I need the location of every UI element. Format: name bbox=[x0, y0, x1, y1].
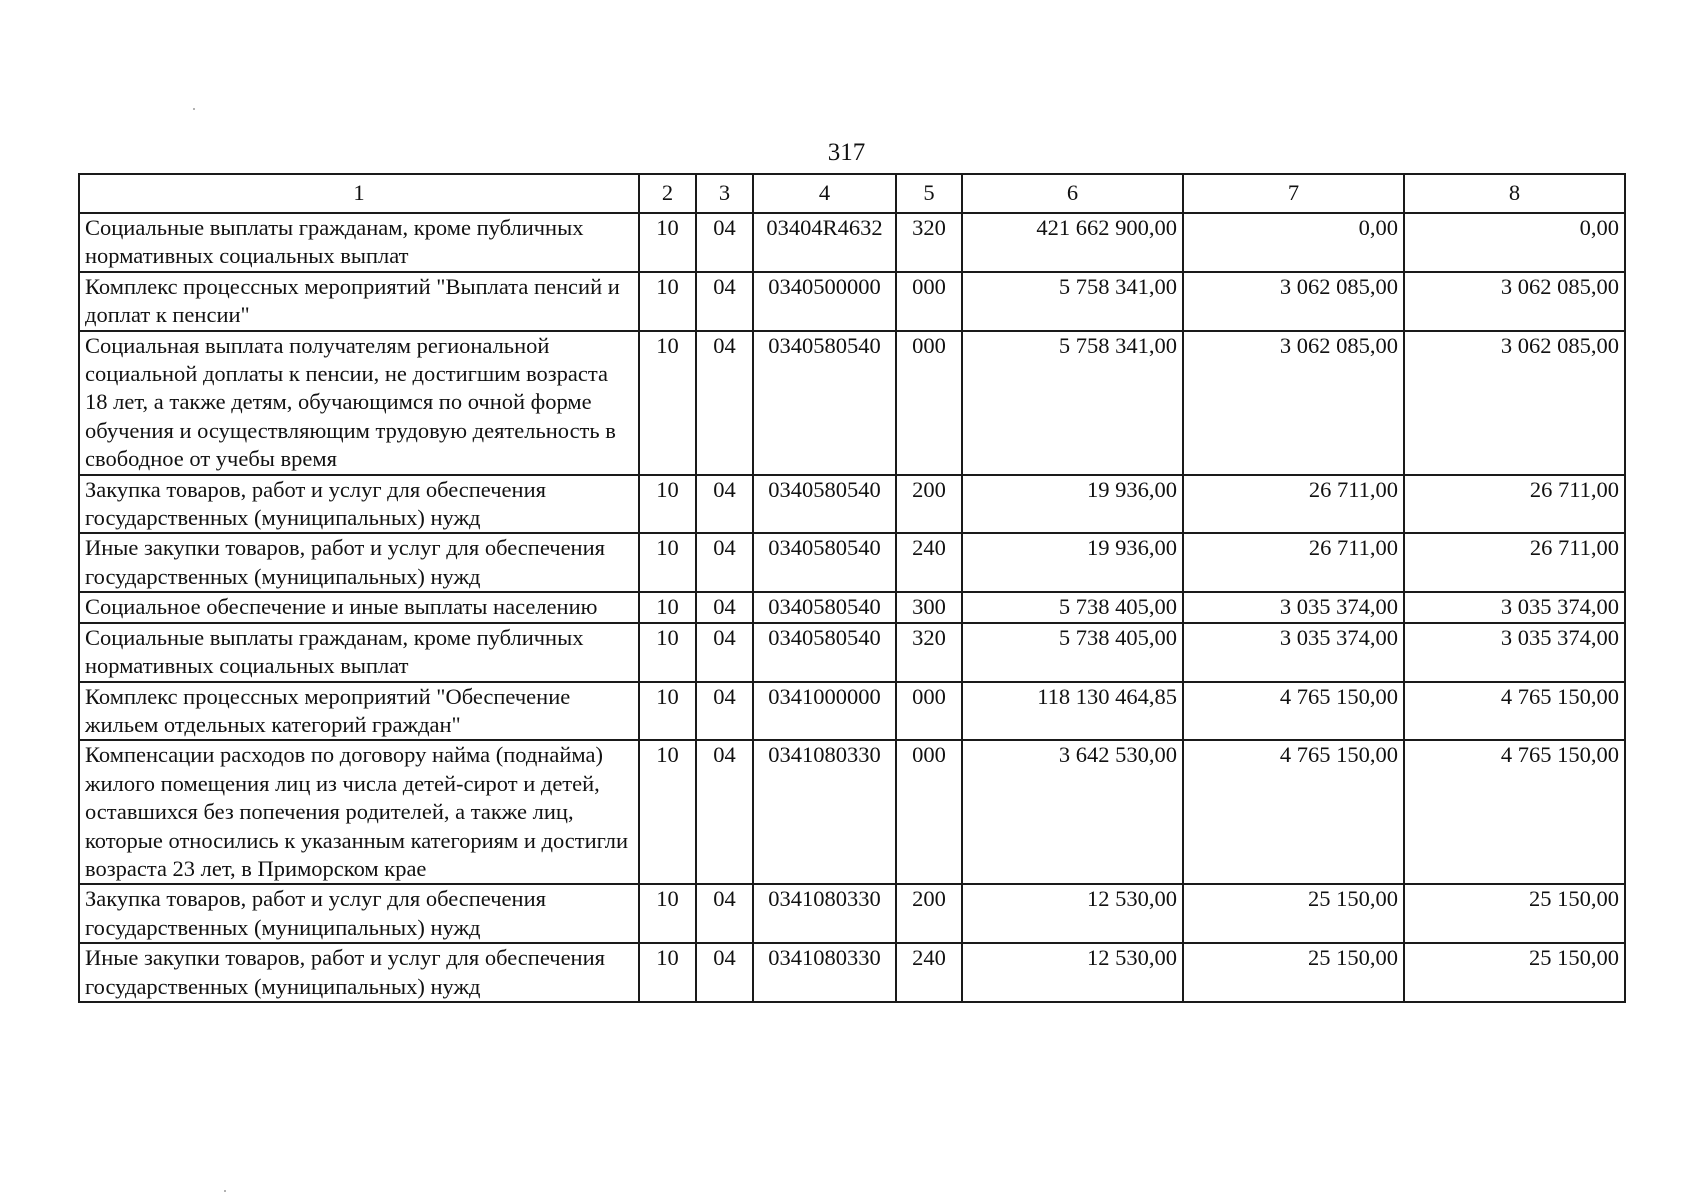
column-header: 4 bbox=[753, 174, 896, 213]
row-amount-cell: 421 662 900,00 bbox=[962, 213, 1183, 272]
row-subsection-cell: 04 bbox=[696, 943, 753, 1002]
row-section-cell: 10 bbox=[639, 943, 696, 1002]
row-section-cell: 10 bbox=[639, 533, 696, 592]
row-amount-cell: 3 035 374,00 bbox=[1404, 623, 1625, 682]
row-expense-type-cell: 000 bbox=[896, 331, 962, 475]
row-expense-type-cell: 240 bbox=[896, 943, 962, 1002]
row-target-code-cell: 0341080330 bbox=[753, 943, 896, 1002]
table-row bbox=[79, 475, 1625, 534]
row-amount-cell: 4 765 150,00 bbox=[1183, 682, 1404, 741]
column-header: 3 bbox=[696, 174, 753, 213]
row-amount-cell: 3 062 085,00 bbox=[1183, 331, 1404, 475]
column-header: 6 bbox=[962, 174, 1183, 213]
row-amount-cell: 4 765 150,00 bbox=[1404, 682, 1625, 741]
table-row bbox=[79, 943, 1625, 1002]
row-section-cell: 10 bbox=[639, 884, 696, 943]
row-amount-cell: 3 035 374,00 bbox=[1183, 623, 1404, 682]
table-row bbox=[79, 884, 1625, 943]
row-subsection-cell: 04 bbox=[696, 272, 753, 331]
row-section-cell: 10 bbox=[639, 213, 696, 272]
row-target-code-cell: 0340580540 bbox=[753, 533, 896, 592]
row-expense-type-cell: 320 bbox=[896, 213, 962, 272]
row-amount-cell: 5 738 405,00 bbox=[962, 592, 1183, 622]
row-name-cell: Иные закупки товаров, работ и услуг для обеспечения государственных (муниципальных) нужд bbox=[79, 943, 639, 1002]
table-row bbox=[79, 213, 1625, 272]
row-amount-cell: 19 936,00 bbox=[962, 475, 1183, 534]
row-target-code-cell: 03404R4632 bbox=[753, 213, 896, 272]
row-target-code-cell: 0340580540 bbox=[753, 331, 896, 475]
row-target-code-cell: 0341000000 bbox=[753, 682, 896, 741]
table-row bbox=[79, 740, 1625, 884]
row-amount-cell: 3 062 085,00 bbox=[1183, 272, 1404, 331]
row-subsection-cell: 04 bbox=[696, 884, 753, 943]
row-amount-cell: 25 150,00 bbox=[1183, 884, 1404, 943]
row-amount-cell: 26 711,00 bbox=[1183, 475, 1404, 534]
row-name-cell: Комплекс процессных мероприятий "Обеспечение жильем отдельных категорий граждан" bbox=[79, 682, 639, 741]
row-name-cell: Иные закупки товаров, работ и услуг для обеспечения государственных (муниципальных) нужд bbox=[79, 533, 639, 592]
table-row bbox=[79, 533, 1625, 592]
row-amount-cell: 12 530,00 bbox=[962, 884, 1183, 943]
row-amount-cell: 3 062 085,00 bbox=[1404, 272, 1625, 331]
row-amount-cell: 5 758 341,00 bbox=[962, 331, 1183, 475]
row-amount-cell: 25 150,00 bbox=[1183, 943, 1404, 1002]
row-section-cell: 10 bbox=[639, 592, 696, 622]
row-amount-cell: 25 150,00 bbox=[1404, 943, 1625, 1002]
row-name-cell: Социальные выплаты гражданам, кроме публичных нормативных социальных выплат bbox=[79, 213, 639, 272]
row-subsection-cell: 04 bbox=[696, 682, 753, 741]
row-target-code-cell: 0340580540 bbox=[753, 475, 896, 534]
page-number: 317 bbox=[827, 139, 866, 166]
row-amount-cell: 26 711,00 bbox=[1404, 475, 1625, 534]
row-target-code-cell: 0340580540 bbox=[753, 623, 896, 682]
table-row bbox=[79, 592, 1625, 622]
row-expense-type-cell: 200 bbox=[896, 475, 962, 534]
table-row bbox=[79, 331, 1625, 475]
row-subsection-cell: 04 bbox=[696, 213, 753, 272]
row-subsection-cell: 04 bbox=[696, 623, 753, 682]
column-header: 5 bbox=[896, 174, 962, 213]
row-target-code-cell: 0340500000 bbox=[753, 272, 896, 331]
row-section-cell: 10 bbox=[639, 740, 696, 884]
table-row bbox=[79, 623, 1625, 682]
row-amount-cell: 19 936,00 bbox=[962, 533, 1183, 592]
row-target-code-cell: 0340580540 bbox=[753, 592, 896, 622]
row-name-cell: Закупка товаров, работ и услуг для обеспечения государственных (муниципальных) нужд bbox=[79, 475, 639, 534]
row-section-cell: 10 bbox=[639, 682, 696, 741]
row-name-cell: Социальное обеспечение и иные выплаты населению bbox=[79, 592, 639, 622]
scan-speck bbox=[193, 108, 195, 110]
scan-speck bbox=[224, 1190, 226, 1192]
column-header: 8 bbox=[1404, 174, 1625, 213]
row-subsection-cell: 04 bbox=[696, 533, 753, 592]
row-section-cell: 10 bbox=[639, 331, 696, 475]
row-amount-cell: 0,00 bbox=[1404, 213, 1625, 272]
row-amount-cell: 0,00 bbox=[1183, 213, 1404, 272]
row-amount-cell: 26 711,00 bbox=[1404, 533, 1625, 592]
row-subsection-cell: 04 bbox=[696, 592, 753, 622]
row-amount-cell: 3 035 374,00 bbox=[1183, 592, 1404, 622]
row-expense-type-cell: 000 bbox=[896, 740, 962, 884]
row-target-code-cell: 0341080330 bbox=[753, 884, 896, 943]
column-header: 1 bbox=[79, 174, 639, 213]
row-amount-cell: 5 758 341,00 bbox=[962, 272, 1183, 331]
table-row bbox=[79, 682, 1625, 741]
row-amount-cell: 4 765 150,00 bbox=[1404, 740, 1625, 884]
row-expense-type-cell: 300 bbox=[896, 592, 962, 622]
row-expense-type-cell: 240 bbox=[896, 533, 962, 592]
row-amount-cell: 118 130 464,85 bbox=[962, 682, 1183, 741]
row-section-cell: 10 bbox=[639, 272, 696, 331]
row-amount-cell: 3 642 530,00 bbox=[962, 740, 1183, 884]
row-expense-type-cell: 320 bbox=[896, 623, 962, 682]
column-header: 2 bbox=[639, 174, 696, 213]
row-subsection-cell: 04 bbox=[696, 331, 753, 475]
row-name-cell: Закупка товаров, работ и услуг для обеспечения государственных (муниципальных) нужд bbox=[79, 884, 639, 943]
budget-table bbox=[78, 173, 1626, 1003]
row-amount-cell: 3 035 374,00 bbox=[1404, 592, 1625, 622]
row-subsection-cell: 04 bbox=[696, 740, 753, 884]
row-amount-cell: 5 738 405,00 bbox=[962, 623, 1183, 682]
row-expense-type-cell: 200 bbox=[896, 884, 962, 943]
row-subsection-cell: 04 bbox=[696, 475, 753, 534]
row-name-cell: Компенсации расходов по договору найма (поднайма) жилого помещения лиц из числа детей-сирот и детей, оставшихся без попечения родителей, а также лиц, которые относились к указанным категориям и достигли возраста 23 лет, в Приморском крае bbox=[79, 740, 639, 884]
header-row bbox=[79, 174, 1625, 213]
row-amount-cell: 4 765 150,00 bbox=[1183, 740, 1404, 884]
column-header: 7 bbox=[1183, 174, 1404, 213]
row-expense-type-cell: 000 bbox=[896, 682, 962, 741]
row-section-cell: 10 bbox=[639, 623, 696, 682]
row-amount-cell: 3 062 085,00 bbox=[1404, 331, 1625, 475]
row-name-cell: Социальные выплаты гражданам, кроме публичных нормативных социальных выплат bbox=[79, 623, 639, 682]
row-amount-cell: 25 150,00 bbox=[1404, 884, 1625, 943]
row-name-cell: Комплекс процессных мероприятий "Выплата пенсий и доплат к пенсии" bbox=[79, 272, 639, 331]
row-target-code-cell: 0341080330 bbox=[753, 740, 896, 884]
row-expense-type-cell: 000 bbox=[896, 272, 962, 331]
table-row bbox=[79, 272, 1625, 331]
row-name-cell: Социальная выплата получателям региональной социальной доплаты к пенсии, не достигшим возраста 18 лет, а также детям, обучающимся по очной форме обучения и осуществляющим трудовую деятельность в свободное от учебы время bbox=[79, 331, 639, 475]
table-body bbox=[79, 213, 1625, 1002]
row-amount-cell: 12 530,00 bbox=[962, 943, 1183, 1002]
row-amount-cell: 26 711,00 bbox=[1183, 533, 1404, 592]
row-section-cell: 10 bbox=[639, 475, 696, 534]
